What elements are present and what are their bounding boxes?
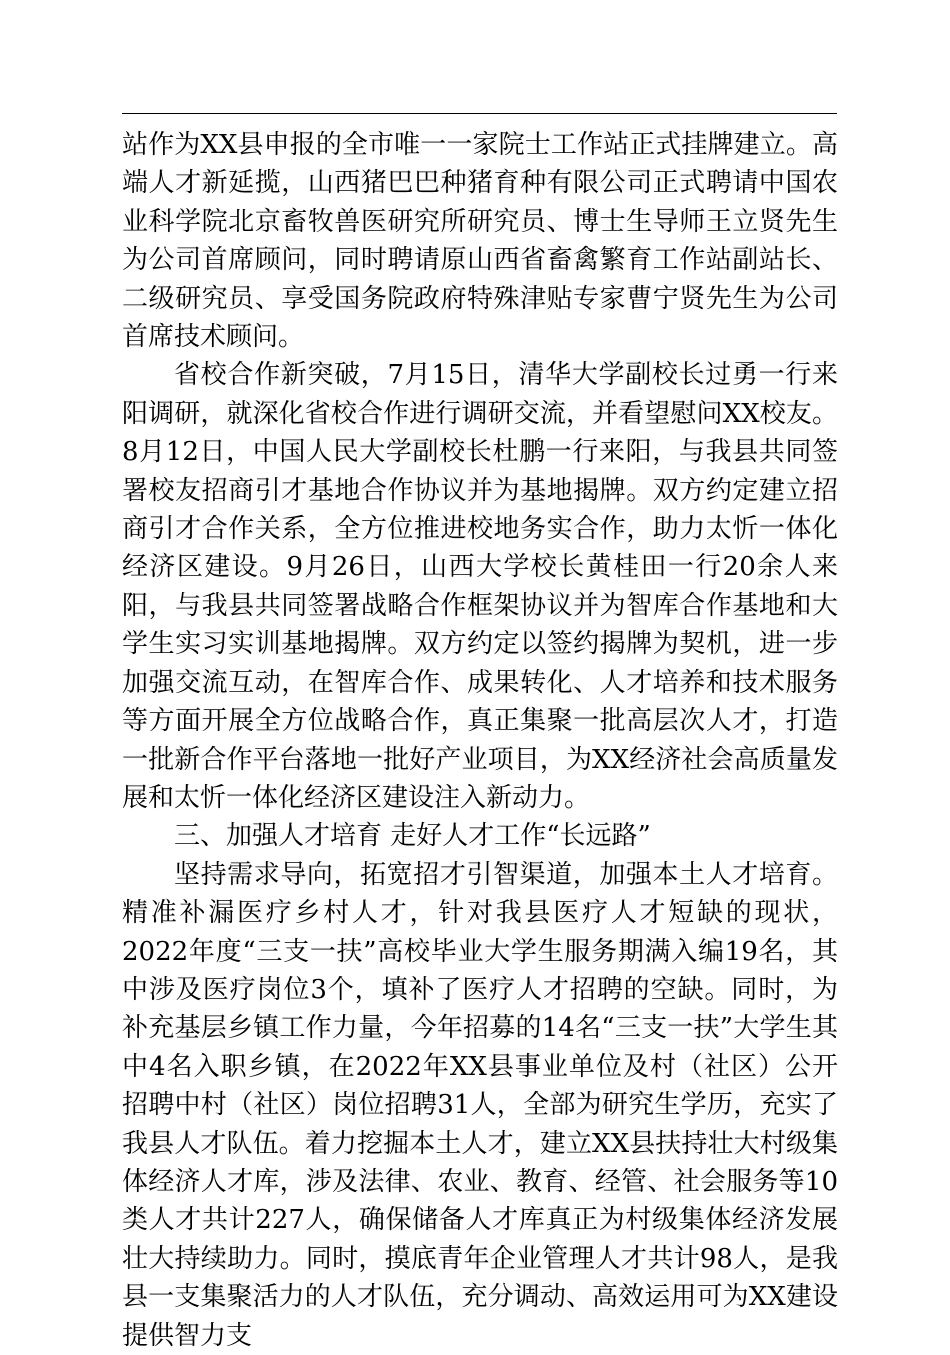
paragraph-demand-oriented: 坚持需求导向，拓宽招才引智渠道，加强本土人才培育。精准补漏医疗乡村人才，针对我县医疗人才短缺的现状，2022年度“三支一扶”高校毕业大学生服务期满入编19名，其中涉及医疗岗位3个，填补了医疗人才招聘的空缺。同时，为补充基层乡镇工作力量，今年招募的14名“三支一扶”大学生其中4名入职乡镇，在2022年XX县事业单位及村（社区）公开招聘中村（社区）岗位招聘31人，全部为研究生学历，充实了我县人才队伍。着力挖掘本土人才，建立XX县扶持壮大村级集体经济人才库，涉及法律、农业、教育、经管、社会服务等10类人才共计227人，确保储备人才库真正为村级集体经济发展壮大持续助力。同时，摸底青年企业管理人才共计98人，是我县一支集聚活力的人才队伍，充分调动、高效运用可为XX建设提供智力支 xyxy=(122,859,838,1351)
paragraph-province-school-cooperation: 省校合作新突破，7月15日，清华大学副校长过勇一行来阳调研，就深化省校合作进行调研交流，并看望慰问XX校友。8月12日，中国人民大学副校长杜鹏一行来阳，与我县共同签署校友招商引才基地合作协议并为基地揭牌。双方约定建立招商引才合作关系，全方位推进校地务实合作，助力太忻一体化经济区建设。9月26日，山西大学校长黄桂田一行20余人来阳，与我县共同签署战略合作框架协议并为智库合作基地和大学生实习实训基地揭牌。双方约定以签约揭牌为契机，进一步加强交流互动，在智库合作、成果转化、人才培养和技术服务等方面开展全方位战略合作，真正集聚一批高层次人才，打造一批新合作平台落地一批好产业项目，为XX经济社会高质量发展和太忻一体化经济区建设注入新动力。 xyxy=(122,360,838,813)
paragraph-continuation: 站作为XX县申报的全市唯一一家院士工作站正式挂牌建立。高端人才新延揽，山西猪巴巴种猪育种有限公司正式聘请中国农业科学院北京畜牧兽医研究所研究员、博士生导师王立贤先生为公司首席顾问，同时聘请原山西省畜禽繁育工作站副站长、二级研究员、享受国务院政府特殊津贴专家曹宁贤先生为公司首席技术顾问。 xyxy=(122,130,838,353)
section-heading-talent-cultivation: 三、加强人才培育 走好人才工作“长远路” xyxy=(174,821,651,852)
header-rule xyxy=(122,113,837,114)
document-body xyxy=(122,126,838,1355)
